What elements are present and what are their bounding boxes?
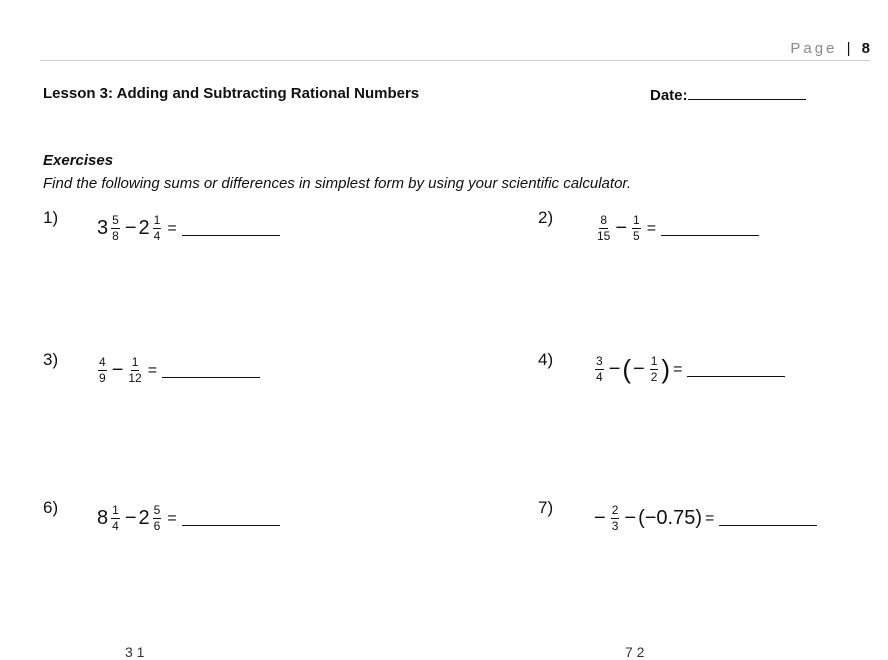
fraction: $\frac{1}{4}$ [112, 503, 119, 533]
minus-sign: − [608, 358, 621, 380]
problem-expression [97, 504, 280, 533]
problem-expression [95, 356, 260, 385]
fraction: $\frac{8}{15}$ [597, 213, 611, 243]
whole-number: 2 [138, 507, 150, 529]
date-field [650, 85, 806, 104]
fraction: $\frac{1}{4}$ [153, 213, 161, 243]
whole-number: 2 [138, 217, 150, 239]
equals-sign: = [646, 219, 657, 237]
page-number-label [790, 40, 870, 57]
left-paren: ( [622, 354, 632, 384]
fraction: $\frac{4}{9}$ [99, 355, 106, 385]
page-number: 8 [861, 40, 870, 57]
negative-sign: − [594, 507, 606, 529]
equals-sign: = [673, 360, 683, 378]
date-label: Date: [650, 87, 688, 104]
page-separator: | [846, 40, 851, 57]
minus-sign: − [124, 507, 137, 529]
fraction: $\frac{5}{8}$ [112, 213, 119, 243]
problem-expression [97, 214, 280, 243]
negative-sign: − [633, 358, 645, 380]
lesson-title: Lesson 3: Adding and Subtracting Rational Numbers [43, 85, 420, 102]
minus-sign: − [615, 217, 628, 239]
date-blank[interactable] [688, 85, 806, 100]
instructions: Find the following sums or differences in simplest form by using your scientific calculator. [43, 175, 632, 192]
problem-expression [592, 504, 817, 533]
section-title: Exercises [43, 152, 114, 169]
whole-number: 3 [97, 217, 109, 239]
whole-number: 8 [97, 507, 109, 529]
problem-number: 3) [43, 350, 59, 369]
equals-sign: = [167, 219, 177, 237]
answer-blank[interactable] [182, 221, 280, 236]
fraction: $\frac{5}{6}$ [153, 503, 161, 533]
minus-sign: − [111, 359, 124, 381]
answer-blank[interactable] [661, 221, 759, 236]
answer-blank[interactable] [687, 362, 785, 377]
minus-sign: − [624, 507, 637, 529]
fraction: $\frac{1}{12}$ [128, 355, 142, 385]
page-word: Page [790, 40, 838, 57]
fraction: $\frac{1}{5}$ [633, 213, 640, 243]
answer-blank[interactable] [719, 511, 817, 526]
problem-expression [594, 214, 759, 243]
minus-sign: − [124, 217, 137, 239]
header-divider [40, 60, 870, 61]
problem-number: 7) [538, 498, 554, 517]
problem-number: 4) [538, 350, 554, 369]
partial-problem-left: 3 1 [125, 644, 145, 660]
answer-blank[interactable] [182, 511, 280, 526]
fraction: $\frac{2}{3}$ [611, 503, 619, 533]
partial-problem-right: 7 2 [625, 644, 645, 660]
equals-sign: = [705, 509, 715, 527]
problem-number: 1) [43, 208, 59, 227]
problem-number: 6) [43, 498, 59, 517]
decimal-term: (−0.75) [638, 507, 702, 529]
fraction: $\frac{3}{4}$ [596, 354, 603, 384]
problem-expression [592, 354, 785, 385]
equals-sign: = [167, 509, 177, 527]
problem-number: 2) [538, 208, 554, 227]
answer-blank[interactable] [162, 363, 260, 378]
right-paren: ) [661, 354, 671, 384]
equals-sign: = [147, 361, 158, 379]
fraction: $\frac{1}{2}$ [650, 354, 658, 384]
